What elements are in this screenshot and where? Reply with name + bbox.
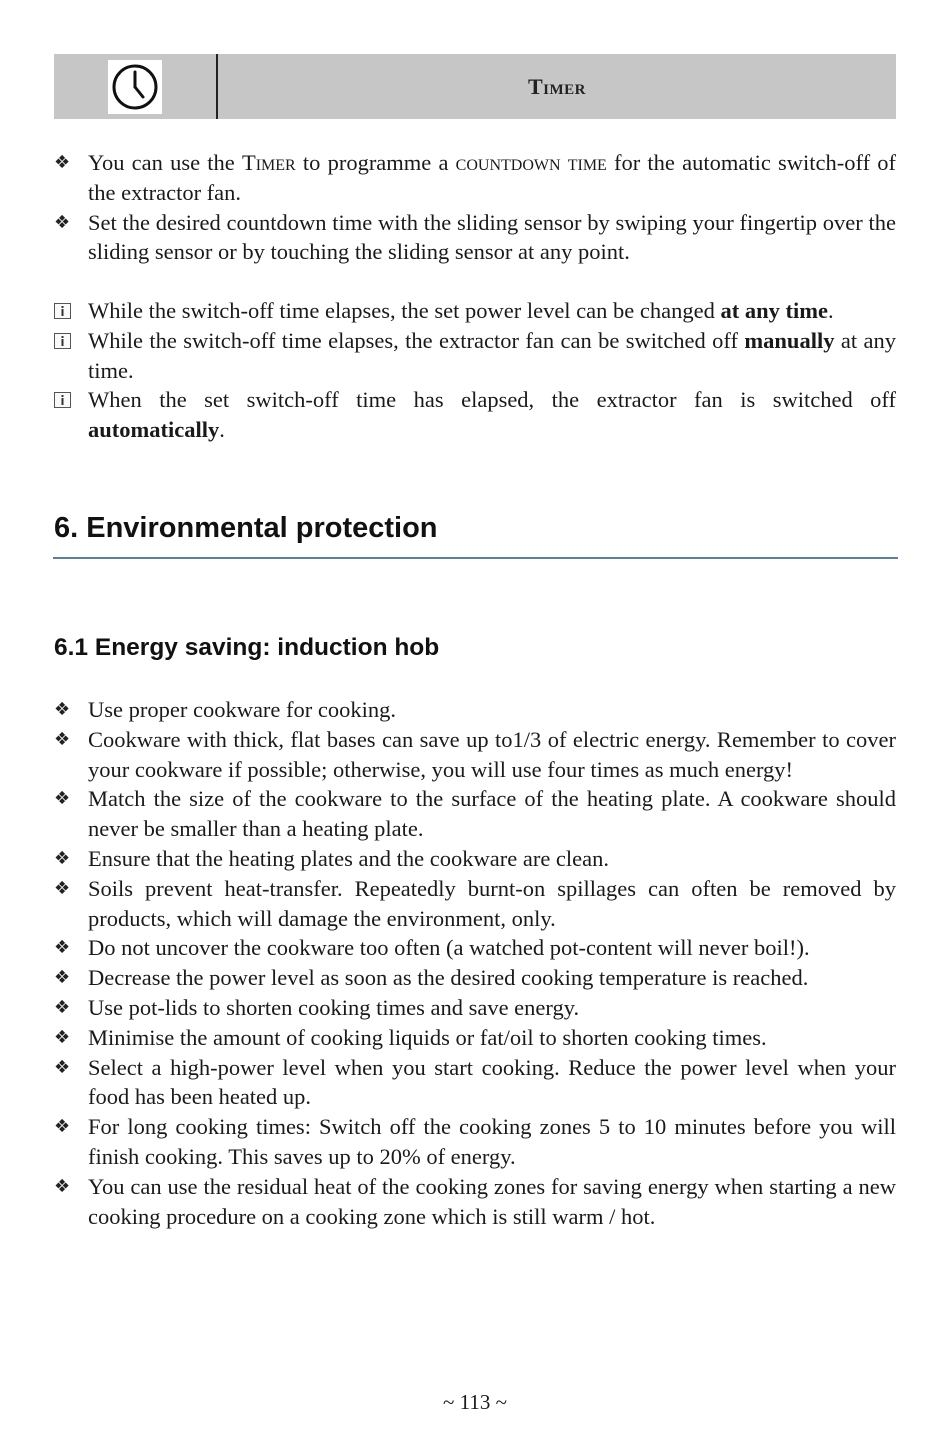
header-icon-cell [54,54,218,119]
list-item: ❖ Set the desired countdown time with the sliding sensor by swiping your fingertip over the sliding sensor or by touching the sliding sensor at any point. [54,209,896,265]
diamond-bullet-icon: ❖ [54,996,71,1018]
clock-icon [108,60,162,114]
diamond-bullet-icon: ❖ [54,1116,71,1138]
info-note-list [54,296,896,445]
page-number: ~ 113 ~ [443,1390,507,1414]
diamond-bullet-icon: ❖ [54,937,71,959]
diamond-bullet-icon: ❖ [54,211,71,233]
list-item: ❖ Soils prevent heat-transfer. Repeatedly burnt-on spillages can often be removed by products, which will damage the environment, only. [54,875,896,931]
info-icon [54,392,71,408]
energy-bullet-list [54,695,896,1231]
list-item: ❖ You can use the Timer to programme a countdown time for the automatic switch-off of the extractor fan. [54,150,897,205]
timer-bullet-list [54,148,896,267]
diamond-bullet-icon: ❖ [54,728,71,750]
list-item: ❖ Select a high-power level when you start cooking. Reduce the power level when your food has been heated up. [54,1054,896,1110]
info-note: While the switch-off time elapses, the set power level can be changed at any time. [54,296,896,326]
diamond-bullet-icon: ❖ [54,699,71,720]
info-icon [54,303,71,319]
diamond-bullet-icon: ❖ [54,152,71,173]
list-item: ❖ You can use the residual heat of the cooking zones for saving energy when starting a new cooking procedure on a cooking zone which is still warm / hot. [54,1173,896,1229]
info-icon [54,333,71,349]
diamond-bullet-icon: ❖ [54,1056,71,1078]
list-item: ❖ Cookware with thick, flat bases can save up to1/3 of electric energy. Remember to cover your cookware if possible; otherwise, you will use four times as much energy! [54,726,896,782]
list-item: ❖ Ensure that the heating plates and the cookware are clean. [54,844,896,874]
diamond-bullet-icon: ❖ [54,967,71,989]
diamond-bullet-icon: ❖ [54,1175,71,1197]
list-item: ❖ For long cooking times: Switch off the cooking zones 5 to 10 minutes before you will finish cooking. This saves up to 20% of energy. [54,1114,896,1169]
list-item: ❖ Use pot-lids to shorten cooking times and save energy. [54,993,896,1023]
header-title: Timer [527,73,586,99]
list-item: ❖ Use proper cookware for cooking. [54,695,896,725]
list-item: ❖ Do not uncover the cookware too often (a watched pot-content will never boil!). [54,933,896,963]
subsection-title: 6.1 Energy saving: induction hob [54,634,440,661]
info-note: While the switch-off time elapses, the extractor fan can be switched off manually at any time. [54,326,896,386]
info-note: When the set switch-off time has elapsed, the extractor fan is switched off automatically. [54,385,896,445]
section-header [54,54,896,119]
diamond-bullet-icon: ❖ [54,847,71,869]
diamond-bullet-icon: ❖ [54,877,71,899]
section-rule [53,557,898,559]
list-item: ❖ Match the size of the cookware to the surface of the heating plate. A cookware should never be smaller than a heating plate. [54,786,896,842]
list-item: ❖ Decrease the power level as soon as the desired cooking temperature is reached. [54,963,896,993]
diamond-bullet-icon: ❖ [54,788,71,810]
section-title: 6. Environmental protection [54,512,438,544]
diamond-bullet-icon: ❖ [54,1026,71,1048]
list-item: ❖ Minimise the amount of cooking liquids or fat/oil to shorten cooking times. [54,1023,896,1053]
